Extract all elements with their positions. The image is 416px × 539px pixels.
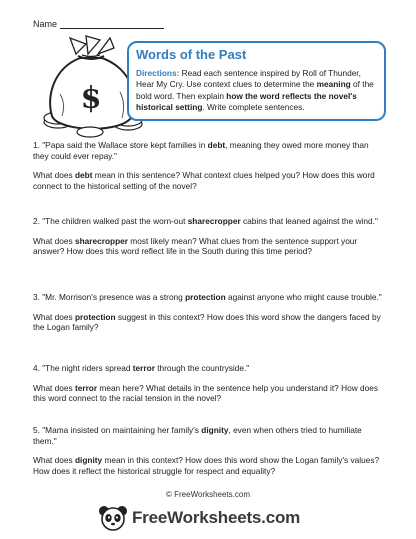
name-label: Name xyxy=(33,19,58,29)
question-2 xyxy=(33,216,385,257)
directions-bold-1: meaning xyxy=(316,79,351,90)
directions-part-1: Read each sentence inspired by Roll of Thunder, Hear My Cry. Use context clues to determine the xyxy=(136,68,361,90)
question-4 xyxy=(33,363,385,404)
name-field[interactable] xyxy=(60,21,164,29)
question-2-sentence: 2. "The children walked past the worn-out sharecropper cabins that leaned against the wind." xyxy=(33,216,378,226)
question-1-prompt: What does debt mean in this sentence? What context clues helped you? How does this word connect to the historical setting of the novel? xyxy=(33,170,375,191)
question-1 xyxy=(33,140,385,191)
question-4-sentence: 4. "The night riders spread terror through the countryside." xyxy=(33,363,250,373)
directions-text xyxy=(136,68,377,113)
question-1-sentence: 1. "Papa said the Wallace store kept families in debt, meaning they owed more money than they could ever repay." xyxy=(33,140,369,161)
footer-url[interactable]: © FreeWorksheets.com xyxy=(166,490,250,499)
question-3-prompt: What does protection suggest in this context? How does this word show the dangers faced by the Logan family? xyxy=(33,311,381,333)
title-box xyxy=(127,41,386,121)
question-5 xyxy=(33,425,385,476)
question-2-prompt: What does sharecropper most likely mean? What clues from the sentence support your answer? How does this word reflect life in the South during this time period? xyxy=(33,235,358,257)
question-5-sentence: 5. "Mama insisted on maintaining her family's dignity, even when others tried to humiliate them." xyxy=(33,425,362,446)
question-3 xyxy=(33,292,385,333)
directions-label: Directions: xyxy=(136,68,180,78)
logo-text: FreeWorksheets.com xyxy=(132,508,301,527)
name-row xyxy=(33,19,164,29)
question-4-prompt: What does terror mean here? What details in the sentence help you understand it? How does this word connect to the racial tension in the novel? xyxy=(33,382,378,404)
panda-icon xyxy=(98,505,128,531)
directions-part-2: of the bold word. Then explain xyxy=(136,79,374,101)
svg-text:$: $ xyxy=(80,81,102,116)
directions-bold-2: how the word reflects the novel's historical setting xyxy=(136,90,357,112)
question-3-sentence: 3. "Mr. Morrison's presence was a strong protection against anyone who might cause trouble." xyxy=(33,292,382,302)
freeworksheets-logo[interactable] xyxy=(98,505,300,531)
directions-part-3: . Write complete sentences. xyxy=(202,101,305,112)
worksheet-title: Words of the Past xyxy=(136,47,247,62)
question-5-prompt: What does dignity mean in this context? How does this word show the Logan family's values? How does it reflect the historical struggle for respect and equality? xyxy=(33,455,380,476)
